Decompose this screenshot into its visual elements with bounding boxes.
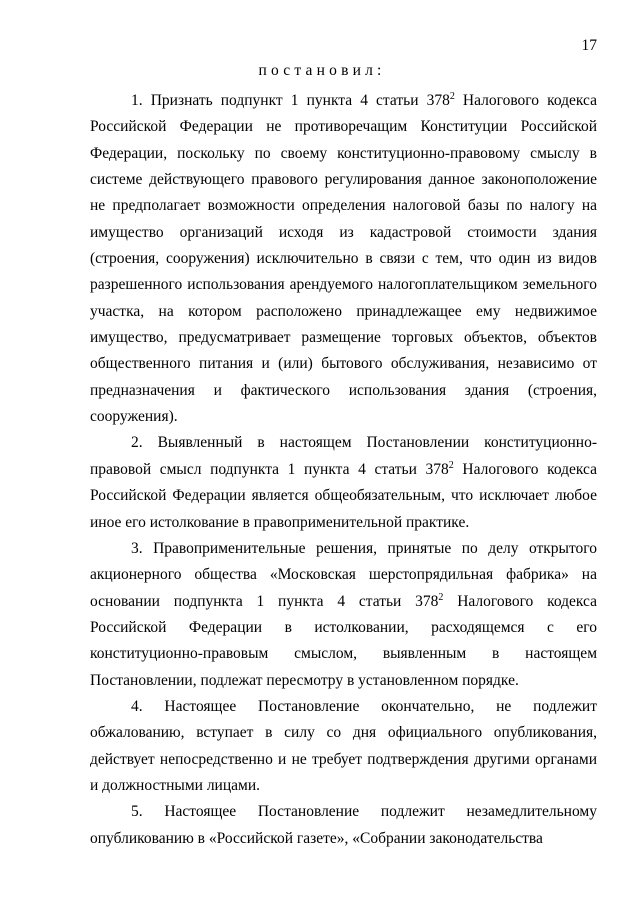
- page-number: 17: [581, 37, 597, 54]
- paragraph-text: 4. Настоящее Постановление окончательно, не подлежит обжалованию, вступает в силу со дня официального опубликования, действует непосредственно и не требует подтверждения другими органами и должностными лицами.: [90, 697, 597, 794]
- paragraph-text: Налогового кодекса Российской Федерации является общеобязательным, что исключает любое иное его истолкование в правоприменительной практике.: [90, 460, 597, 531]
- superscript: 2: [448, 459, 454, 471]
- superscript: 2: [449, 91, 455, 102]
- paragraph-text: Налогового кодекса Российской Федерации в истолковании, расходящемся с его конституционно-правовым смыслом, выявленным в настоящем Постановлении, подлежат пересмотру в установленном порядке.: [90, 592, 597, 689]
- paragraph-4: [90, 694, 597, 799]
- resolution-heading: постановил:: [258, 62, 386, 79]
- document-body: [90, 88, 597, 852]
- paragraph-text: 1. Признать подпункт 1 пункта 4 статьи 378: [131, 92, 450, 109]
- paragraph-2: [90, 430, 597, 535]
- paragraph-1: [90, 88, 597, 430]
- paragraph-text: Налогового кодекса Российской Федерации не противоречащим Конституции Российской Федерации, поскольку по своему конституционно-правовому смыслу в системе действующего правового регулирования данное законоположение не предполагает возможности определения налоговой базы по налогу на имущество организаций исходя из кадастровой стоимости здания (строения, сооружения) исключительно в связи с тем, что один из видов разрешенного использования арендуемого налогоплательщиком земельного участка, на котором расположено принадлежащее ему недвижимое имущество, предусматривает размещение торговых объектов, объектов общественного питания и (или) бытового обслуживания, независимо от предназначения и фактического использования здания (строения, сооружения).: [90, 92, 597, 426]
- superscript: 2: [438, 591, 444, 603]
- paragraph-text: 5. Настоящее Постановление подлежит незамедлительному опубликованию в «Российской газете», «Собрании законодательства: [90, 803, 597, 847]
- paragraph-3: [90, 536, 597, 694]
- paragraph-text: 3. Правоприменительные решения, принятые по делу открытого акционерного общества «Московская шерстопрядильная фабрика» на основании подпункта 1 пункта 4 статьи 378: [90, 539, 597, 610]
- paragraph-text: 2. Выявленный в настоящем Постановлении конституционно-правовой смысл подпункта 1 пункта 4 статьи 378: [90, 434, 597, 478]
- paragraph-5: [90, 799, 597, 852]
